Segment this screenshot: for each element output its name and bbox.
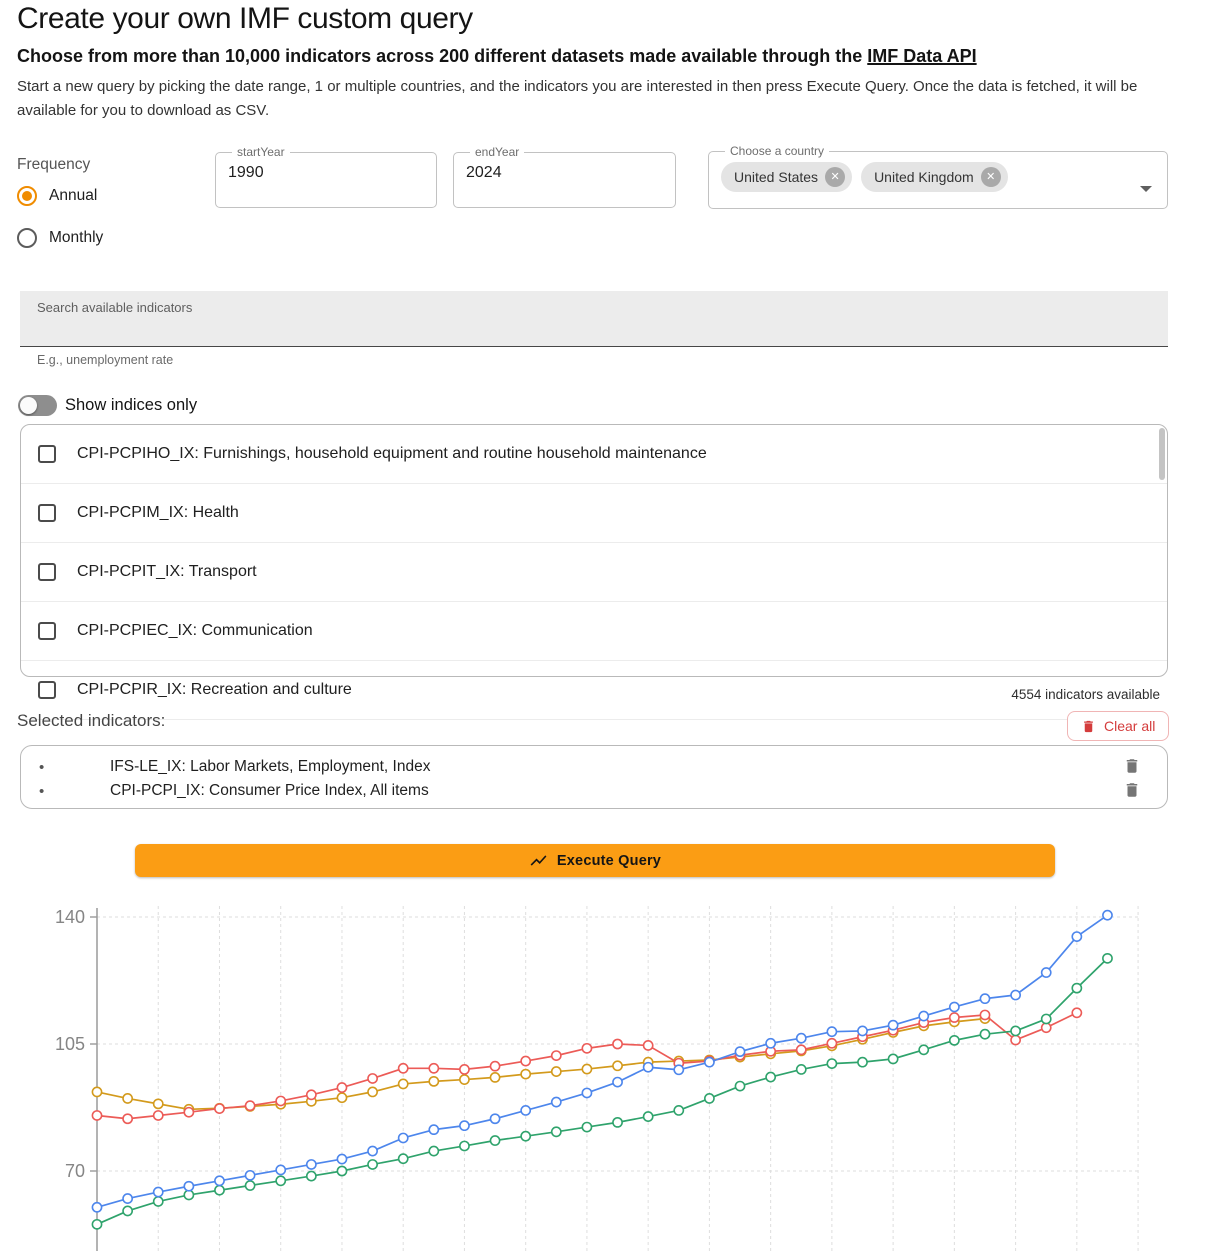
chip-united-states[interactable] — [721, 162, 852, 192]
indicator-label: CPI-PCPIM_IX: Health — [77, 504, 239, 521]
subtitle-text: Choose from more than 10,000 indicators across 200 different datasets made available through the — [17, 46, 868, 66]
indicator-row[interactable] — [21, 543, 1167, 602]
page-title: Create your own IMF custom query — [17, 2, 473, 35]
indicator-count: 4554 indicators available — [1011, 687, 1160, 702]
show-indices-label: Show indices only — [65, 396, 198, 414]
trash-icon — [1081, 718, 1096, 735]
indicator-checkbox[interactable] — [38, 563, 56, 581]
indicator-label: CPI-PCPIHO_IX: Furnishings, household equipment and routine household maintenance — [77, 445, 707, 462]
indicator-label: CPI-PCPIEC_IX: Communication — [77, 622, 313, 639]
end-year-label: endYear — [475, 145, 520, 159]
radio-monthly[interactable] — [17, 228, 37, 248]
line-chart-icon — [529, 851, 548, 870]
country-select[interactable] — [708, 145, 1168, 209]
close-icon[interactable]: ✕ — [981, 167, 1001, 187]
chevron-down-icon[interactable] — [1140, 186, 1152, 192]
start-year-field[interactable] — [215, 146, 437, 208]
remove-indicator-button[interactable] — [1121, 756, 1143, 778]
indicator-search-field[interactable] — [20, 291, 1168, 347]
remove-indicator-button[interactable] — [1121, 780, 1143, 802]
bullet-icon: • — [39, 782, 45, 800]
trash-icon — [1123, 756, 1141, 776]
close-icon[interactable]: ✕ — [825, 167, 845, 187]
end-year-input[interactable] — [466, 164, 663, 182]
frequency-label: Frequency — [17, 156, 91, 173]
selected-row — [39, 755, 1143, 779]
chip-united-kingdom[interactable] — [861, 162, 1008, 192]
indicator-label: CPI-PCPIR_IX: Recreation and culture — [77, 681, 352, 698]
start-year-label: startYear — [237, 145, 285, 159]
search-helper-text: E.g., unemployment rate — [37, 353, 174, 367]
country-select-label: Choose a country — [730, 144, 825, 158]
selected-row — [39, 779, 1143, 803]
clear-all-label: Clear all — [1104, 718, 1156, 734]
search-input[interactable] — [20, 291, 1168, 346]
indicator-row[interactable] — [21, 484, 1167, 543]
svg-text:70: 70 — [64, 1161, 85, 1181]
indicator-checkbox[interactable] — [38, 445, 56, 463]
clear-all-button[interactable] — [1067, 711, 1169, 741]
indicator-checkbox[interactable] — [38, 622, 56, 640]
trash-icon — [1123, 780, 1141, 800]
indicator-row[interactable] — [21, 425, 1167, 484]
svg-text:140: 140 — [54, 907, 85, 927]
results-chart — [0, 900, 1227, 1251]
selected-indicators-box — [20, 745, 1168, 809]
page-subtitle — [17, 46, 977, 67]
frequency-option-annual[interactable] — [17, 186, 97, 206]
execute-query-label: Execute Query — [556, 852, 662, 869]
start-year-input[interactable] — [228, 164, 424, 182]
indicator-checkbox[interactable] — [38, 504, 56, 522]
selected-indicators-heading: Selected indicators: — [17, 711, 166, 730]
selected-indicator-text: CPI-PCPI_IX: Consumer Price Index, All items — [110, 782, 429, 799]
end-year-field[interactable] — [453, 146, 676, 208]
country-chips — [721, 162, 1155, 192]
list-scrollbar[interactable] — [1159, 428, 1165, 480]
radio-annual[interactable] — [17, 186, 37, 206]
frequency-option-monthly[interactable] — [17, 228, 103, 248]
chip-united-states-label: United States — [734, 169, 819, 185]
toggle-thumb[interactable] — [20, 397, 37, 414]
bullet-icon: • — [39, 758, 45, 776]
page-description: Start a new query by picking the date range, 1 or multiple countries, and the indicators you are interested in then press Execute Query. Once the data is fetched, it will be available for you to download as CSV. — [17, 78, 1138, 119]
indicator-label: CPI-PCPIT_IX: Transport — [77, 563, 257, 580]
indicator-row[interactable] — [21, 602, 1167, 661]
search-field-label: Search available indicators — [37, 300, 193, 315]
radio-monthly-label: Monthly — [49, 229, 104, 246]
selected-indicator-text: IFS-LE_IX: Labor Markets, Employment, Index — [110, 758, 431, 775]
chip-united-kingdom-label: United Kingdom — [874, 169, 974, 185]
imf-data-api-link[interactable]: IMF Data API — [867, 46, 977, 66]
execute-query-button[interactable] — [135, 844, 1055, 877]
svg-text:105: 105 — [54, 1034, 85, 1054]
radio-annual-label: Annual — [49, 187, 98, 204]
show-indices-toggle[interactable] — [18, 395, 57, 416]
